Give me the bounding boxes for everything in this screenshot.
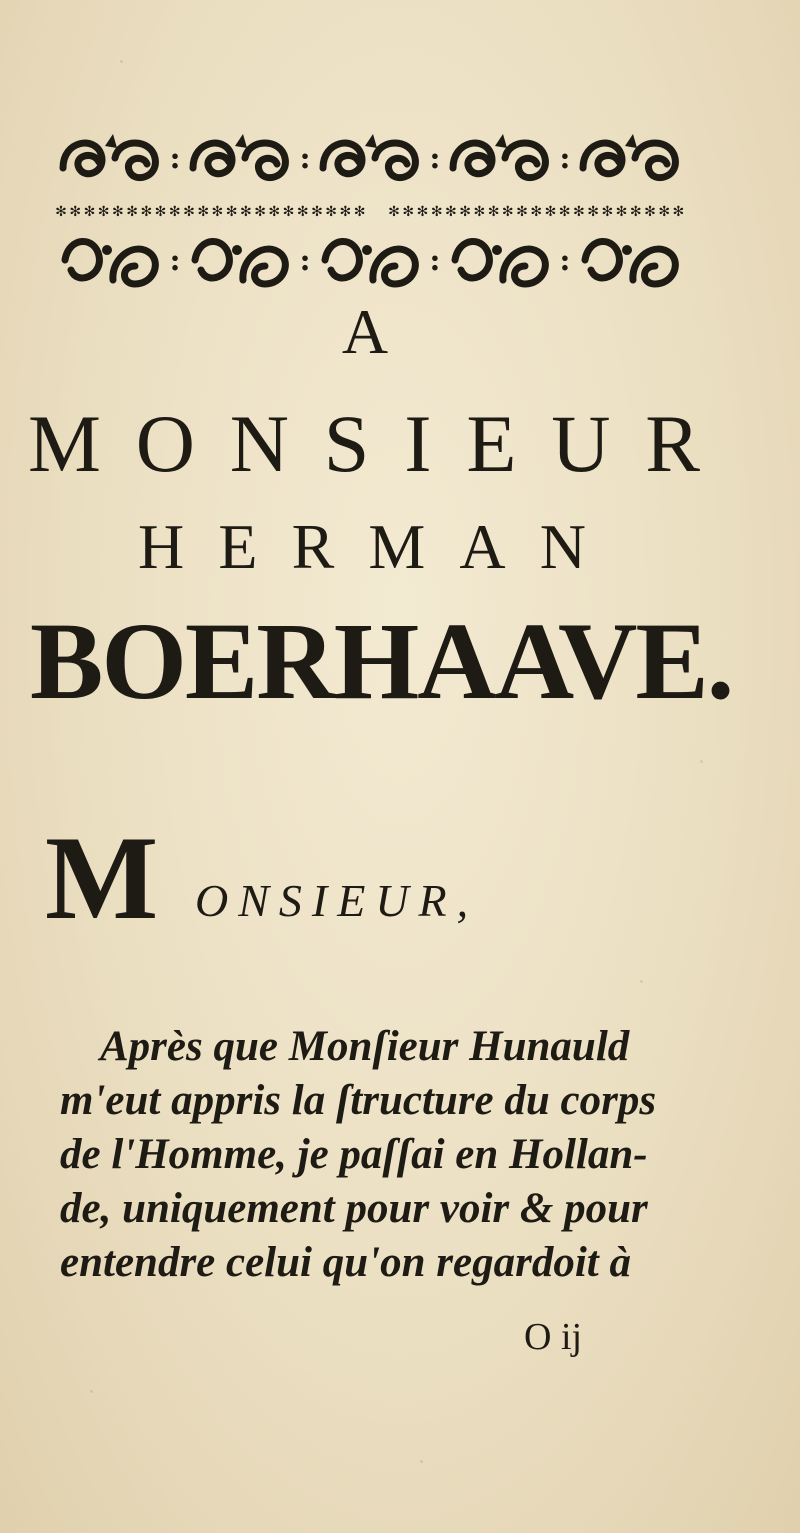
heading-letter: E xyxy=(466,398,517,489)
star-icon: ✻ xyxy=(296,204,309,220)
floret-ornament-icon xyxy=(315,230,425,292)
star-icon: ✻ xyxy=(501,204,514,220)
star-icon: ✻ xyxy=(388,204,400,220)
drop-cap: M xyxy=(45,811,159,944)
star-icon: ✻ xyxy=(154,204,167,220)
heading-letter: O xyxy=(135,398,195,489)
floret-ornament-icon xyxy=(55,230,165,292)
ornament-separator: : xyxy=(429,243,441,278)
star-icon: ✻ xyxy=(97,204,110,220)
ornament-separator: : xyxy=(299,243,311,278)
star-icon: ✻ xyxy=(126,204,138,220)
star-icon: ✻ xyxy=(430,204,443,220)
floret-ornament-icon xyxy=(445,230,555,292)
floret-ornament-icon xyxy=(575,230,685,292)
star-icon: ✻ xyxy=(339,204,352,220)
star-icon: ✻ xyxy=(516,204,528,220)
star-icon: ✻ xyxy=(282,204,295,220)
signature-mark: O ij xyxy=(524,1316,583,1358)
dedication-herman xyxy=(138,511,586,582)
heading-letter: N xyxy=(539,511,586,582)
headpiece-ornament-bottom xyxy=(55,230,685,292)
paper-speck xyxy=(90,1390,93,1393)
dedication-a: A xyxy=(341,296,389,367)
star-icon: ✻ xyxy=(629,204,642,220)
star-icon: ✻ xyxy=(311,204,323,220)
ornament-separator: : xyxy=(559,243,571,278)
ornament-separator: : xyxy=(429,141,441,176)
star-icon: ✻ xyxy=(140,204,153,220)
body-line: de l'Homme, je paſſai en Hollan- xyxy=(60,1131,648,1178)
ornament-separator: : xyxy=(559,141,571,176)
body-line: m'eut appris la ſtructure du corps xyxy=(60,1077,657,1124)
star-icon: ✻ xyxy=(254,204,266,220)
knot-ornament-icon xyxy=(445,128,555,190)
dedication-monsieur xyxy=(28,398,700,489)
heading-letter: E xyxy=(218,511,258,582)
salutation-text: ONSIEUR, xyxy=(195,875,479,926)
ornament-separator: : xyxy=(299,141,311,176)
star-icon: ✻ xyxy=(445,204,457,220)
star-icon: ✻ xyxy=(615,204,628,220)
body-line: entendre celui qu'on regardoit à xyxy=(60,1239,631,1286)
floret-ornament-icon xyxy=(185,230,295,292)
star-icon: ✻ xyxy=(268,204,281,220)
paper-speck xyxy=(120,60,123,63)
heading-letter: H xyxy=(138,511,185,582)
star-icon: ✻ xyxy=(487,204,500,220)
knot-ornament-icon xyxy=(185,128,295,190)
star-icon: ✻ xyxy=(587,204,599,220)
heading-letter: S xyxy=(323,398,370,489)
star-icon: ✻ xyxy=(402,204,415,220)
body-paragraph xyxy=(60,1020,710,1290)
headpiece-ornament-top xyxy=(55,124,685,194)
knot-ornament-icon xyxy=(55,128,165,190)
knot-ornament-icon xyxy=(315,128,425,190)
paper-speck xyxy=(700,760,703,763)
star-icon: ✻ xyxy=(239,204,252,220)
heading-letter: M xyxy=(28,398,101,489)
star-icon: ✻ xyxy=(55,204,67,220)
star-icon: ✻ xyxy=(530,204,543,220)
body-line: de, uniquement pour voir & pour xyxy=(60,1185,648,1232)
salutation xyxy=(45,811,605,944)
star-icon: ✻ xyxy=(353,204,366,220)
star-icon: ✻ xyxy=(211,204,224,220)
star-icon: ✻ xyxy=(601,204,614,220)
heading-letter: U xyxy=(551,398,611,489)
paper-speck xyxy=(420,1460,423,1463)
heading-letter: I xyxy=(404,398,432,489)
star-icon: ✻ xyxy=(416,204,429,220)
star-icon: ✻ xyxy=(69,204,82,220)
body-line: Après que Monſieur Hunauld xyxy=(100,1023,630,1070)
star-icon: ✻ xyxy=(83,204,96,220)
star-icon: ✻ xyxy=(325,204,338,220)
star-icon: ✻ xyxy=(473,204,486,220)
star-icon: ✻ xyxy=(183,204,195,220)
dedication-boerhaave: BOERHAAVE. xyxy=(30,600,733,722)
star-icon: ✻ xyxy=(197,204,210,220)
heading-letter: R xyxy=(291,511,335,582)
star-icon: ✻ xyxy=(658,204,671,220)
heading-letter: M xyxy=(368,511,426,582)
heading-letter: A xyxy=(459,511,506,582)
ornament-separator: : xyxy=(169,141,181,176)
star-icon: ✻ xyxy=(168,204,181,220)
star-icon: ✻ xyxy=(225,204,238,220)
star-icon: ✻ xyxy=(112,204,124,220)
heading-letter: N xyxy=(229,398,289,489)
heading-letter: R xyxy=(645,398,700,489)
star-icon: ✻ xyxy=(672,204,685,220)
star-icon: ✻ xyxy=(558,204,571,220)
star-icon: ✻ xyxy=(644,204,656,220)
star-icon: ✻ xyxy=(544,204,557,220)
paper-speck xyxy=(640,980,643,983)
ornament-separator: : xyxy=(169,243,181,278)
star-border xyxy=(55,200,685,224)
knot-ornament-icon xyxy=(575,128,685,190)
star-icon: ✻ xyxy=(459,204,471,220)
star-icon: ✻ xyxy=(573,204,585,220)
